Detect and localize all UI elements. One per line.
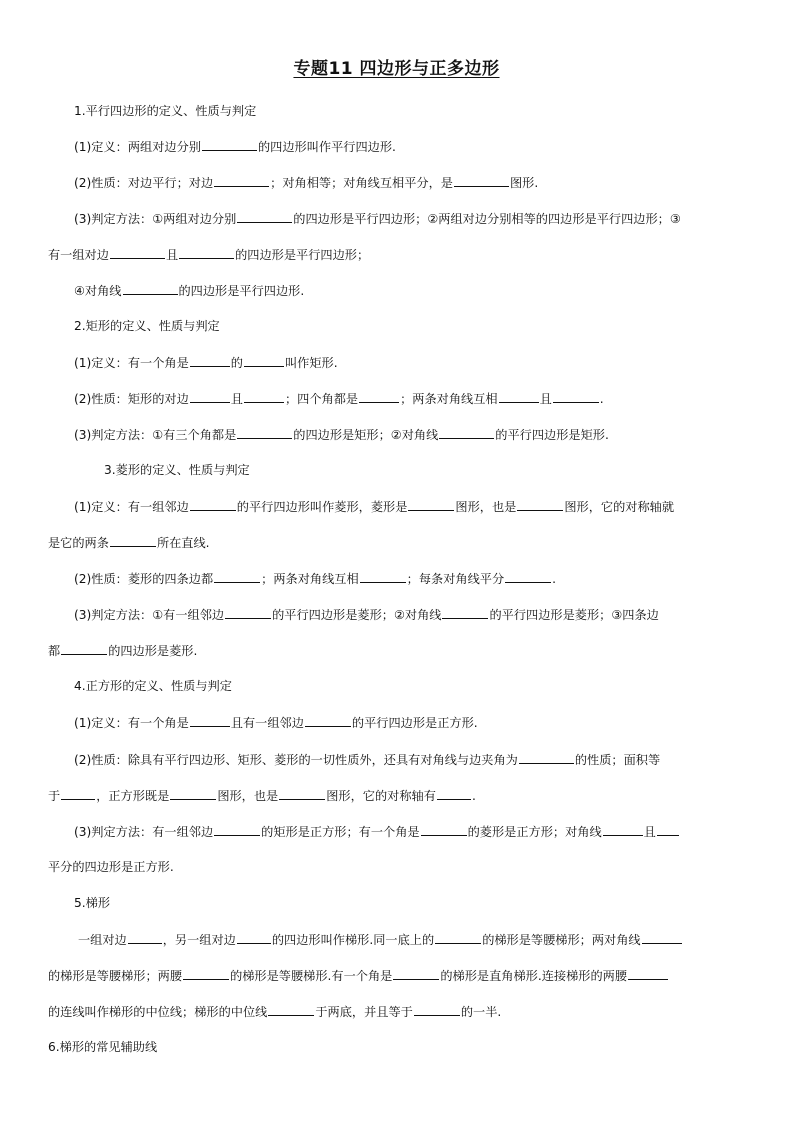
text-line (48, 570, 772, 587)
fill-in-blank[interactable] (437, 787, 471, 800)
line-text: 的梯形是等腰梯形.有一个角是 (230, 969, 393, 983)
line-text: (2)性质：菱形的四条边都 (74, 572, 214, 586)
fill-in-blank[interactable] (359, 390, 399, 403)
text-line (48, 1039, 772, 1055)
text-line (48, 462, 772, 478)
line-text: ；对角相等；对角线互相平分，是 (270, 176, 453, 190)
text-line (48, 103, 772, 119)
line-text: ④对角线 (74, 284, 122, 298)
fill-in-blank[interactable] (225, 606, 271, 619)
fill-in-blank[interactable] (237, 426, 292, 439)
line-text: (1)定义：有一组邻边 (74, 500, 189, 514)
line-text: 的平行四边形是菱形；③四条边 (489, 608, 659, 622)
fill-in-blank[interactable] (279, 787, 325, 800)
line-text: ，另一组对边 (162, 933, 236, 947)
text-line (48, 823, 772, 840)
line-text: 的梯形是等腰梯形；两腰 (48, 969, 183, 983)
line-text: 的梯形是等腰梯形；两对角线 (482, 933, 641, 947)
text-line (48, 354, 772, 371)
text-line (48, 859, 772, 875)
fill-in-blank[interactable] (170, 787, 216, 800)
fill-in-blank[interactable] (237, 210, 292, 223)
text-line (48, 138, 772, 155)
line-text: (1)定义：有一个角是 (74, 716, 189, 730)
line-text: 5.梯形 (74, 896, 111, 910)
line-text: 的四边形是矩形；②对角线 (293, 428, 439, 442)
line-text: 于 (48, 789, 61, 803)
fill-in-blank[interactable] (214, 823, 260, 836)
fill-in-blank[interactable] (414, 1003, 460, 1016)
fill-in-blank[interactable] (642, 931, 682, 944)
line-text: (1)定义：有一个角是 (74, 356, 189, 370)
line-text: 的四边形是平行四边形； (235, 248, 370, 262)
line-text: 的梯形是直角梯形.连接梯形的两腰 (440, 969, 628, 983)
line-text: 的四边形是平行四边形；②两组对边分别相等的四边形是平行四边形；③ (293, 212, 681, 226)
line-text: 的四边形是平行四边形. (178, 284, 305, 298)
line-text: 的性质；面积等 (574, 753, 661, 767)
fill-in-blank[interactable] (128, 931, 162, 944)
text-line (48, 606, 772, 623)
line-text: 的 (230, 356, 243, 370)
text-line (48, 282, 772, 299)
fill-in-blank[interactable] (61, 787, 95, 800)
text-line (48, 787, 772, 804)
fill-in-blank[interactable] (190, 498, 236, 511)
line-text: (2)性质：对边平行；对边 (74, 176, 214, 190)
line-text: 一组对边 (78, 933, 127, 947)
fill-in-blank[interactable] (237, 931, 271, 944)
line-text: 的矩形是正方形；有一个角是 (261, 825, 420, 839)
line-text: 的平行四边形叫作菱形，菱形是 (236, 500, 408, 514)
text-line (48, 895, 772, 911)
fill-in-blank[interactable] (244, 354, 284, 367)
line-text: (1)定义：两组对边分别 (74, 140, 201, 154)
fill-in-blank[interactable] (454, 174, 509, 187)
line-text: 的平行四边形是矩形. (495, 428, 609, 442)
line-text: 的四边形是菱形. (108, 644, 198, 658)
text-line (48, 498, 772, 515)
line-text: 且 (230, 392, 243, 406)
page-title: 专题11 四边形与正多边形 (293, 59, 500, 79)
line-text: ，正方形既是 (96, 789, 170, 803)
line-text: ；四个角都是 (284, 392, 359, 406)
line-text: 且 (539, 392, 552, 406)
fill-in-blank[interactable] (553, 390, 599, 403)
line-text: 图形，它的对称轴有 (326, 789, 436, 803)
line-text: 的菱形是正方形；对角线 (467, 825, 602, 839)
line-text: 都 (48, 644, 61, 658)
line-text: . (471, 789, 476, 803)
line-text: 的四边形叫作梯形.同一底上的 (271, 933, 435, 947)
line-text: (3)判定方法：①有三个角都是 (74, 428, 237, 442)
line-text: 的连线叫作梯形的中位线；梯形的中位线 (48, 1005, 268, 1019)
fill-in-blank[interactable] (628, 967, 668, 980)
fill-in-blank[interactable] (61, 642, 107, 655)
text-line (48, 318, 772, 334)
fill-in-blank[interactable] (435, 931, 481, 944)
fill-in-blank[interactable] (393, 967, 439, 980)
text-line (48, 678, 772, 694)
line-text: 6.梯形的常见辅助线 (48, 1040, 158, 1054)
text-line (48, 642, 772, 659)
text-line (48, 1003, 772, 1020)
fill-in-blank[interactable] (123, 282, 178, 295)
fill-in-blank[interactable] (190, 714, 230, 727)
line-text: 图形. (509, 176, 539, 190)
fill-in-blank[interactable] (499, 390, 539, 403)
line-text: ；每条对角线平分 (406, 572, 505, 586)
fill-in-blank[interactable] (110, 534, 156, 547)
fill-in-blank[interactable] (183, 967, 229, 980)
fill-in-blank[interactable] (214, 174, 269, 187)
fill-in-blank[interactable] (505, 570, 551, 583)
line-text: 图形，也是 (455, 500, 517, 514)
text-line (48, 210, 772, 227)
line-text: ；两条对角线互相 (400, 392, 498, 406)
text-line (48, 751, 772, 768)
fill-in-blank[interactable] (360, 570, 406, 583)
line-text: 所在直线. (156, 536, 210, 550)
text-line (48, 967, 772, 984)
fill-in-blank[interactable] (190, 390, 230, 403)
fill-in-blank[interactable] (408, 498, 454, 511)
fill-in-blank[interactable] (179, 246, 234, 259)
fill-in-blank[interactable] (519, 751, 574, 764)
fill-in-blank[interactable] (110, 246, 165, 259)
fill-in-blank[interactable] (305, 714, 351, 727)
line-text: 的四边形叫作平行四边形. (257, 140, 396, 154)
line-text: 1.平行四边形的定义、性质与判定 (74, 104, 257, 118)
line-text: (3)判定方法：①有一组邻边 (74, 608, 225, 622)
line-text: 叫作矩形. (284, 356, 338, 370)
line-text: ；两条对角线互相 (261, 572, 359, 586)
fill-in-blank[interactable] (517, 498, 563, 511)
line-text: 4.正方形的定义、性质与判定 (74, 679, 232, 693)
line-text: 是它的两条 (48, 536, 109, 550)
line-text: (2)性质：矩形的对边 (74, 392, 189, 406)
line-text: 有一组对边 (48, 248, 109, 262)
fill-in-blank[interactable] (603, 823, 643, 836)
fill-in-blank[interactable] (439, 426, 494, 439)
fill-in-blank[interactable] (442, 606, 488, 619)
line-text: 且有一组邻边 (230, 716, 304, 730)
text-line (48, 246, 772, 263)
line-text: . (599, 392, 604, 406)
line-text: 图形，也是 (217, 789, 279, 803)
fill-in-blank[interactable] (657, 823, 679, 836)
line-text: 且 (165, 248, 179, 262)
fill-in-blank[interactable] (202, 138, 257, 151)
fill-in-blank[interactable] (214, 570, 260, 583)
fill-in-blank[interactable] (244, 390, 284, 403)
text-line (48, 174, 772, 191)
line-text: 的平行四边形是正方形. (351, 716, 478, 730)
line-text: 的平行四边形是菱形；②对角线 (272, 608, 442, 622)
line-text: 平分的四边形是正方形. (48, 860, 174, 874)
line-text: 图形，它的对称轴就 (564, 500, 675, 514)
text-line (48, 931, 772, 948)
fill-in-blank[interactable] (421, 823, 467, 836)
text-line (48, 390, 772, 407)
line-text: 2.矩形的定义、性质与判定 (74, 319, 220, 333)
line-text: (3)判定方法：①两组对边分别 (74, 212, 237, 226)
line-text: 的一半. (460, 1005, 502, 1019)
text-line (48, 426, 772, 443)
fill-in-blank[interactable] (190, 354, 230, 367)
line-text: 且 (643, 825, 656, 839)
line-text: 于两底，并且等于 (315, 1005, 413, 1019)
text-line (48, 534, 772, 551)
text-line (48, 714, 772, 731)
line-text: (2)性质：除具有平行四边形、矩形、菱形的一切性质外，还具有对角线与边夹角为 (74, 753, 518, 767)
fill-in-blank[interactable] (268, 1003, 314, 1016)
line-text: (3)判定方法：有一组邻边 (74, 825, 214, 839)
line-text: . (552, 572, 557, 586)
line-text: 3.菱形的定义、性质与判定 (104, 463, 250, 477)
